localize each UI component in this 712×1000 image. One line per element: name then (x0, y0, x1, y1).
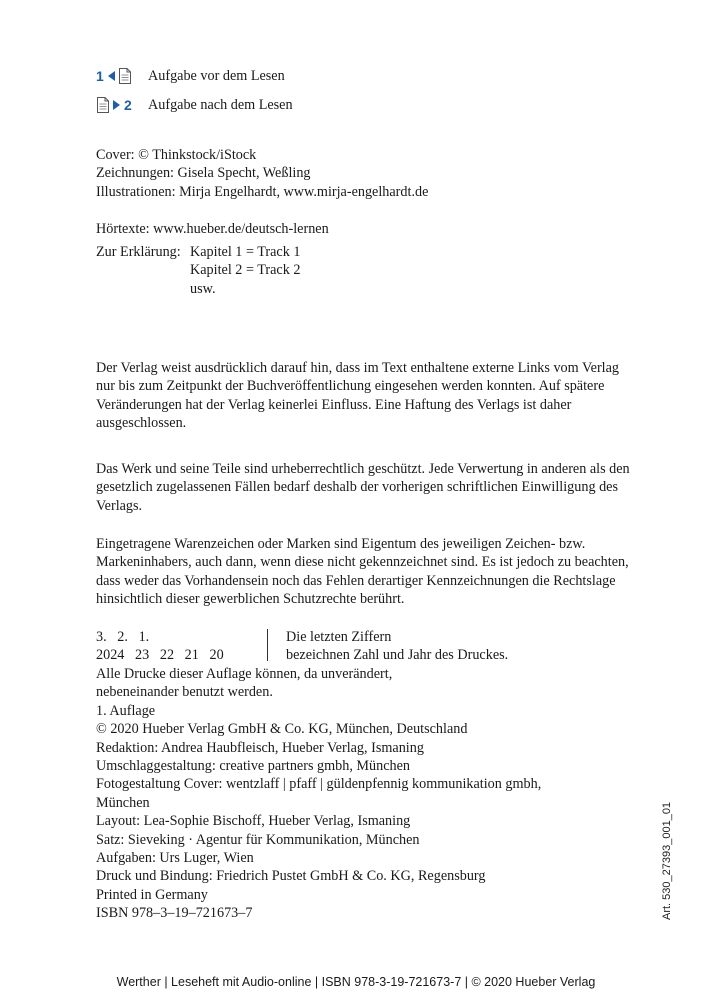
illustrations-credit: Illustrationen: Mirja Engelhardt, www.mirja-engelhardt.de (96, 183, 429, 200)
imprint-line: Umschlaggestaltung: creative partners gmbh, München (96, 758, 411, 775)
page-footer: Werther | Leseheft mit Audio-online | ISBN 978-3-19-721673-7 | © 2020 Hueber Verlag (116, 975, 596, 989)
divider (267, 629, 268, 661)
track-line: usw. (190, 280, 216, 297)
legend-before-reading (96, 66, 396, 86)
imprint (96, 665, 541, 923)
track-line: Kapitel 1 = Track 1 (190, 244, 301, 260)
print-run-numbers (96, 628, 224, 665)
explanation-label: Zur Erklärung: (96, 244, 181, 260)
left-arrow-icon (108, 71, 115, 81)
track-list (190, 243, 300, 298)
legend-number-1: 1 (96, 67, 104, 84)
imprint-line: Druck und Bindung: Friedrich Pustet GmbH & Co. KG, Regensburg (96, 868, 486, 885)
right-arrow-icon (113, 100, 120, 110)
image-credits (96, 146, 428, 201)
imprint-line: Alle Drucke dieser Auflage können, da unverändert, (96, 666, 393, 682)
print-numbers: 3. 2. 1. (96, 629, 150, 645)
audio-explanation (96, 243, 181, 261)
isbn: ISBN 978–3–19–721673–7 (96, 905, 253, 922)
print-years: 2024 23 22 21 20 (96, 647, 224, 664)
cover-credit: Cover: © Thinkstock/iStock (96, 147, 257, 163)
imprint-line: Aufgaben: Urs Luger, Wien (96, 850, 254, 867)
imprint-line: Satz: Sieveking · Agentur für Kommunikation, München (96, 831, 420, 848)
imprint-line: Layout: Lea-Sophie Bischoff, Hueber Verlag, Ismaning (96, 813, 411, 830)
legend-after-reading (96, 95, 396, 115)
legend-after-text: Aufgabe nach dem Lesen (148, 96, 293, 113)
document-icon (96, 97, 110, 113)
imprint-line: Redaktion: Andrea Haubfleisch, Hueber Verlag, Ismaning (96, 739, 424, 756)
imprint-line: nebeneinander benutzt werden. (96, 684, 273, 701)
audio-texts: Hörtexte: www.hueber.de/deutsch-lernen (96, 221, 329, 237)
print-run-note: Die letzten Ziffern bezeichnen Zahl und Jahr des Druckes. (286, 629, 509, 664)
legal-paragraph-links: Der Verlag weist ausdrücklich darauf hin, dass im Text enthaltene externe Links vom Verlag nur bis zum Zeitpunkt der Buchveröffentlichung eingesehen werden konnten. Auf spätere Veränderungen hat der Verlag keinerlei Einfluss. Eine Haftung des Verlags ist daher ausgeschlossen. (96, 360, 620, 432)
drawings-credit: Zeichnungen: Gisela Specht, Weßling (96, 165, 311, 182)
track-line: Kapitel 2 = Track 2 (190, 262, 301, 279)
imprint-line: München (96, 794, 150, 811)
imprint-line: Printed in Germany (96, 886, 208, 903)
legal-paragraph-trademarks: Eingetragene Warenzeichen oder Marken sind Eigentum des jeweiligen Zeichen- bzw. Markeninhabers, auch dann, wenn diese nicht gekennzeichnet sind. Es ist jedoch zu beachten, dass weder das Vorhandensein noch das Fehlen derartiger Kennzeichnungen die Rechtslage hinsichtlich dieser gewerblichen Schutzrechte berührt. (96, 536, 629, 608)
copyright: © 2020 Hueber Verlag GmbH & Co. KG, München, Deutschland (96, 721, 468, 738)
document-icon (118, 68, 132, 84)
imprint-line: Fotogestaltung Cover: wentzlaff | pfaff | güldenpfennig kommunikation gmbh, (96, 776, 542, 793)
edition: 1. Auflage (96, 702, 156, 719)
legend-number-2: 2 (124, 96, 132, 113)
article-number: Art. 530_27393_001_01 (661, 801, 673, 920)
legal-paragraph-copyright: Das Werk und seine Teile sind urheberrechtlich geschützt. Jede Verwertung in anderen als den gesetzlich zugelassenen Fällen bedarf deshalb der vorherigen schriftlichen Einwilligung des Verlags. (96, 461, 630, 514)
audio-info (96, 220, 329, 238)
legend-before-text: Aufgabe vor dem Lesen (148, 67, 285, 84)
